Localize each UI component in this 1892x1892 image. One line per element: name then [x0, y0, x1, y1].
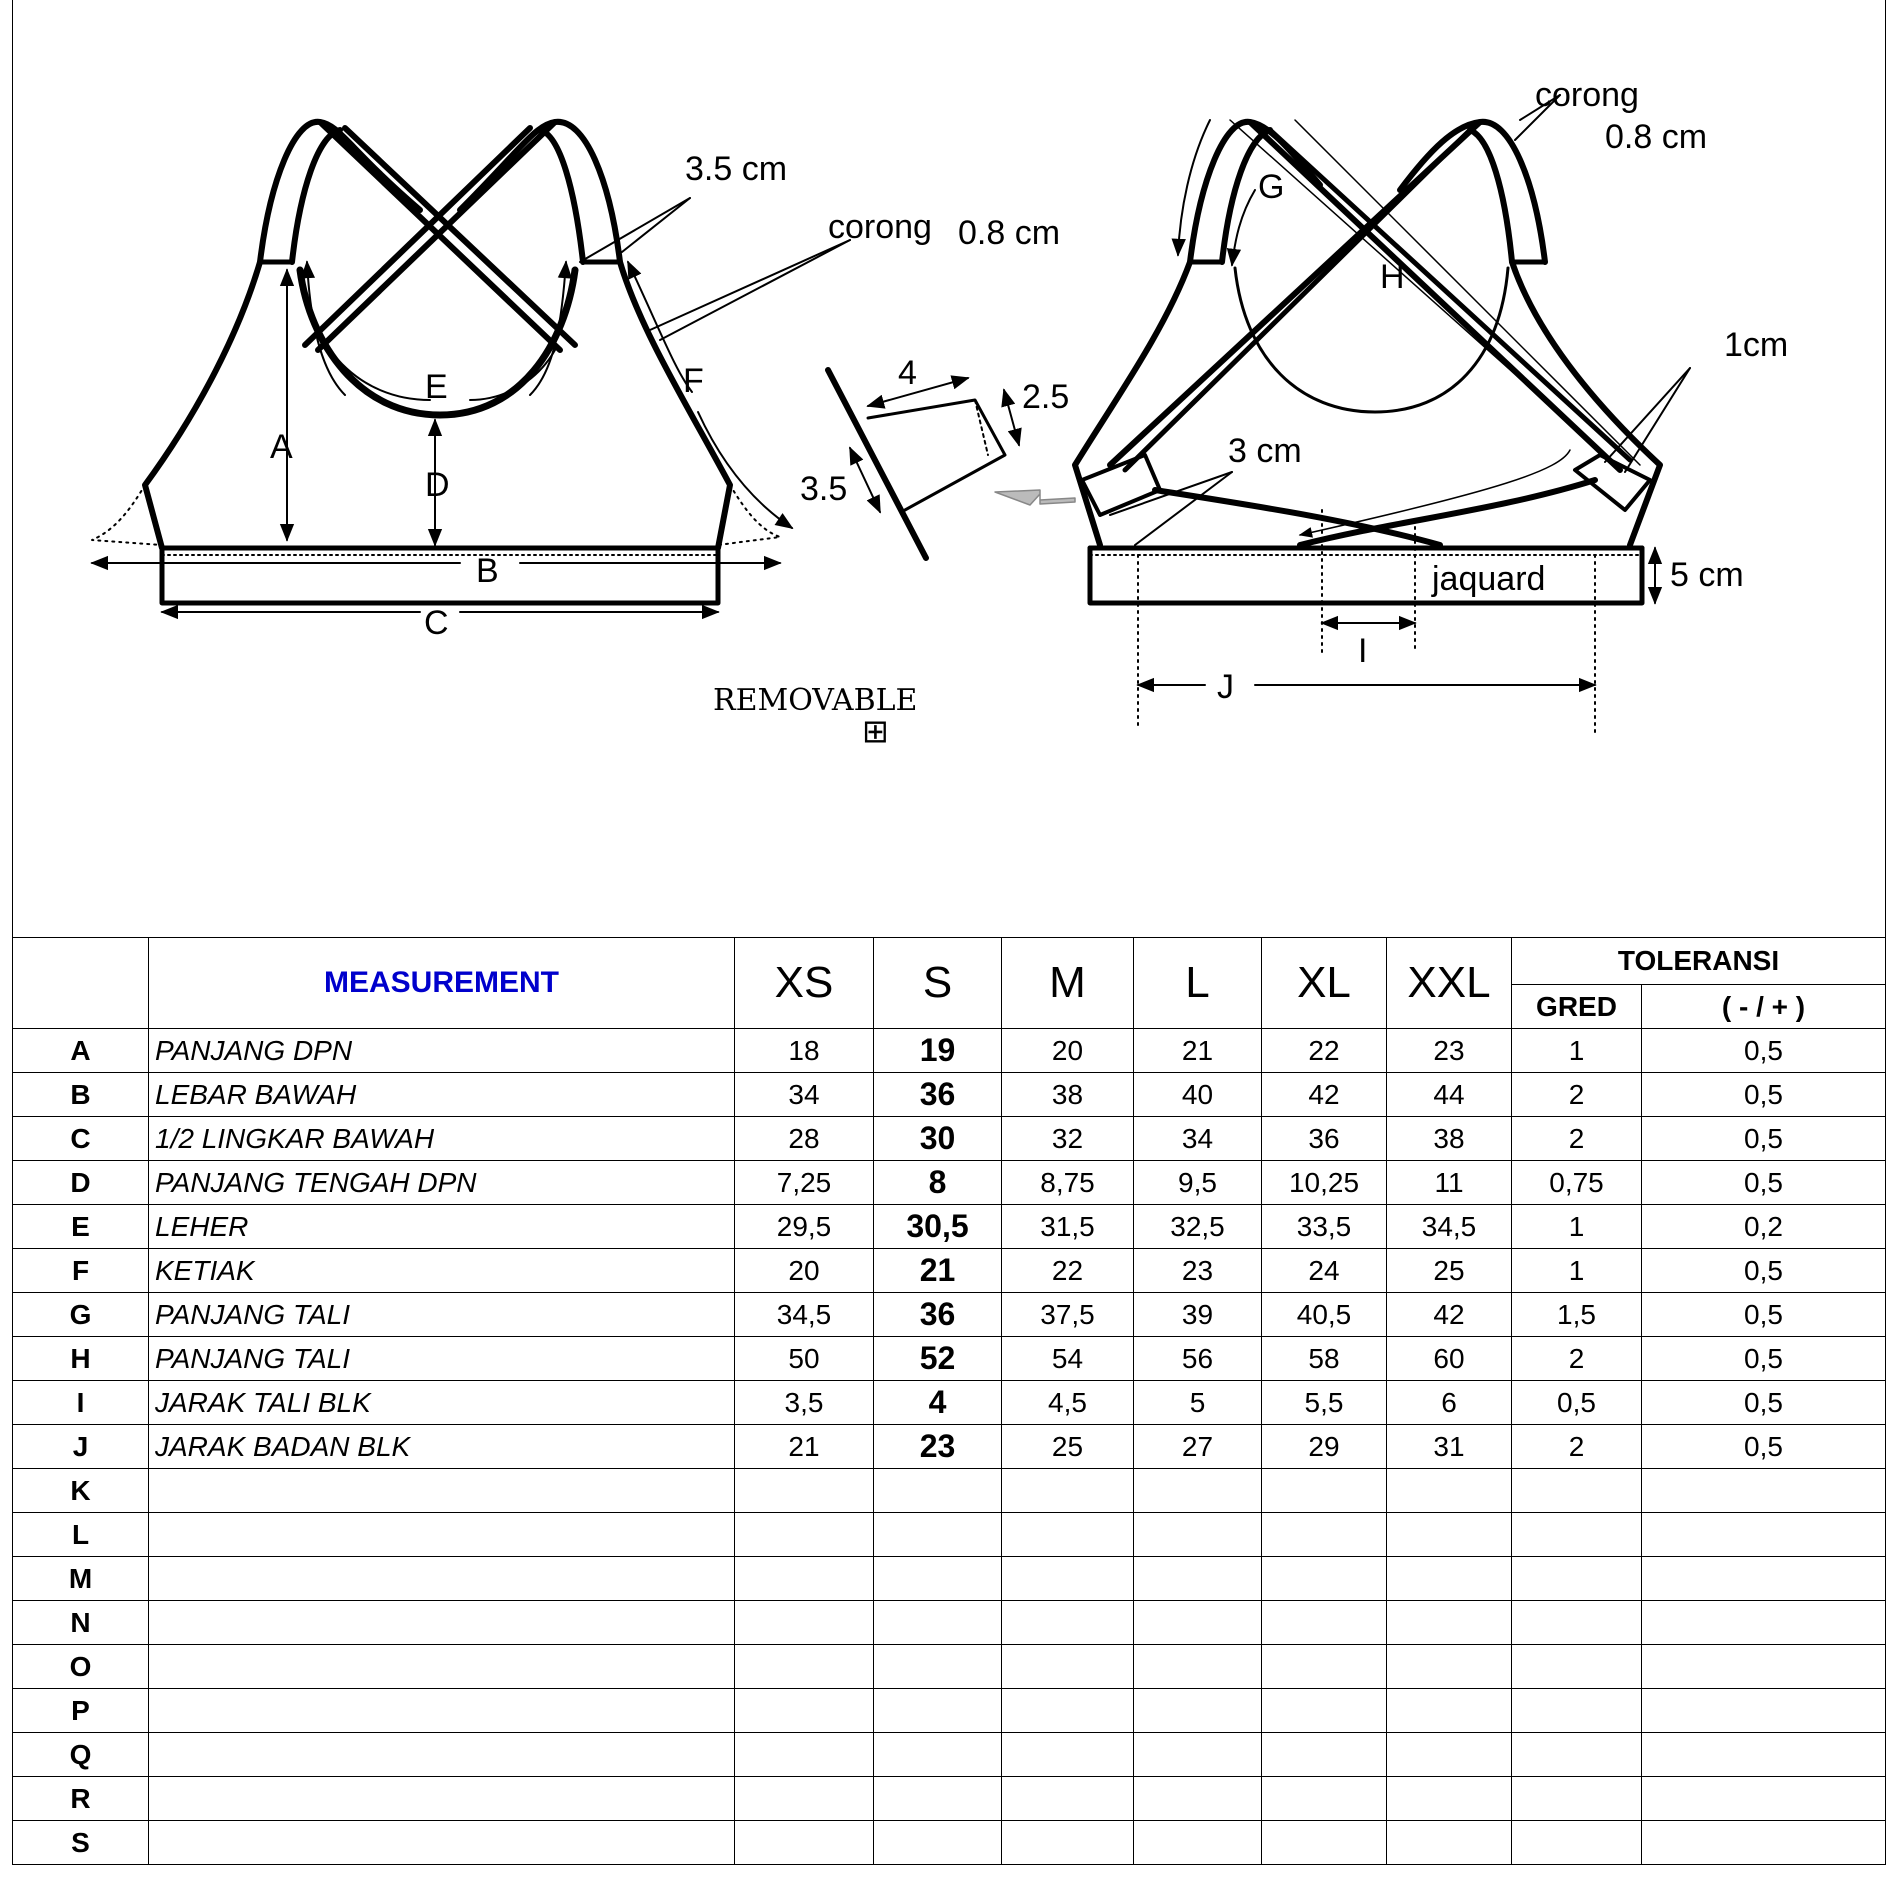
size-value-s: 30,5 [874, 1205, 1002, 1249]
size-value-xs: 18 [735, 1029, 874, 1073]
size-value-m: 54 [1002, 1337, 1134, 1381]
row-code: F [13, 1249, 149, 1293]
size-value-l [1134, 1689, 1262, 1733]
back-view [1075, 95, 1690, 735]
row-tolerance: 0,5 [1642, 1337, 1886, 1381]
size-value-xxl [1387, 1733, 1512, 1777]
row-tolerance: 0,5 [1642, 1029, 1886, 1073]
size-value-s: 4 [874, 1381, 1002, 1425]
table-row [13, 1733, 1886, 1777]
row-code: N [13, 1601, 149, 1645]
front-corong-label: corong [828, 208, 932, 246]
size-value-s: 30 [874, 1117, 1002, 1161]
table-row [13, 1161, 1886, 1205]
size-value-xs: 50 [735, 1337, 874, 1381]
table-row [13, 1513, 1886, 1557]
size-value-s [874, 1513, 1002, 1557]
size-value-xxl [1387, 1557, 1512, 1601]
label-a: A [270, 428, 293, 466]
size-value-s [874, 1821, 1002, 1865]
size-value-xxl [1387, 1469, 1512, 1513]
row-gred: 2 [1512, 1117, 1642, 1161]
size-header-l: L [1134, 938, 1262, 1029]
size-value-l: 23 [1134, 1249, 1262, 1293]
label-h: H [1380, 258, 1405, 296]
size-value-xxl: 34,5 [1387, 1205, 1512, 1249]
row-gred: 2 [1512, 1425, 1642, 1469]
size-value-xs: 34 [735, 1073, 874, 1117]
size-value-xxl [1387, 1821, 1512, 1865]
size-value-xs: 21 [735, 1425, 874, 1469]
size-value-s: 52 [874, 1337, 1002, 1381]
size-value-xxl: 38 [1387, 1117, 1512, 1161]
label-b: B [476, 552, 499, 590]
size-value-m [1002, 1821, 1134, 1865]
size-value-m [1002, 1689, 1134, 1733]
jaquard-label: jaquard [1432, 560, 1546, 598]
size-value-m [1002, 1601, 1134, 1645]
size-value-m: 4,5 [1002, 1381, 1134, 1425]
size-value-m: 25 [1002, 1425, 1134, 1469]
row-gred: 1 [1512, 1029, 1642, 1073]
front-corong-size-label: 0.8 cm [958, 214, 1061, 252]
size-header-xs: XS [735, 938, 874, 1029]
size-value-xs [735, 1469, 874, 1513]
row-tolerance: 0,5 [1642, 1249, 1886, 1293]
row-description: JARAK BADAN BLK [149, 1425, 735, 1469]
row-code: S [13, 1821, 149, 1865]
size-value-l: 39 [1134, 1293, 1262, 1337]
back-corong-label: corong [1535, 76, 1639, 114]
back-five-cm-label: 5 cm [1670, 556, 1744, 594]
size-value-xl [1262, 1733, 1387, 1777]
size-value-xxl [1387, 1645, 1512, 1689]
size-value-l [1134, 1469, 1262, 1513]
row-code: M [13, 1557, 149, 1601]
row-description: PANJANG TENGAH DPN [149, 1161, 735, 1205]
row-tolerance [1642, 1821, 1886, 1865]
size-value-s [874, 1557, 1002, 1601]
plus-minus-header: ( - / + ) [1642, 985, 1886, 1029]
size-value-l: 5 [1134, 1381, 1262, 1425]
size-value-s: 21 [874, 1249, 1002, 1293]
row-gred [1512, 1733, 1642, 1777]
size-value-xs [735, 1821, 874, 1865]
row-code: P [13, 1689, 149, 1733]
size-value-xs: 20 [735, 1249, 874, 1293]
detail-left-label: 3.5 [800, 470, 848, 508]
size-value-xl: 24 [1262, 1249, 1387, 1293]
row-description: LEHER [149, 1205, 735, 1249]
size-value-m [1002, 1513, 1134, 1557]
size-value-s [874, 1733, 1002, 1777]
size-value-l [1134, 1733, 1262, 1777]
size-value-s [874, 1469, 1002, 1513]
size-value-s: 36 [874, 1293, 1002, 1337]
size-value-xl [1262, 1777, 1387, 1821]
row-tolerance [1642, 1733, 1886, 1777]
size-value-l: 56 [1134, 1337, 1262, 1381]
row-description [149, 1601, 735, 1645]
garment-diagram [0, 0, 1892, 937]
size-value-xxl [1387, 1513, 1512, 1557]
row-gred: 0,75 [1512, 1161, 1642, 1205]
back-one-cm-label: 1cm [1724, 326, 1789, 364]
size-value-m [1002, 1557, 1134, 1601]
size-value-l [1134, 1777, 1262, 1821]
size-value-m [1002, 1733, 1134, 1777]
row-description: PANJANG DPN [149, 1029, 735, 1073]
size-value-xl: 5,5 [1262, 1381, 1387, 1425]
row-description: 1/2 LINGKAR BAWAH [149, 1117, 735, 1161]
table-row [13, 1337, 1886, 1381]
row-tolerance: 0,5 [1642, 1293, 1886, 1337]
row-code: R [13, 1777, 149, 1821]
size-value-s [874, 1645, 1002, 1689]
size-value-s: 36 [874, 1073, 1002, 1117]
expand-icon[interactable]: ⊞ [862, 713, 889, 749]
row-tolerance [1642, 1777, 1886, 1821]
size-value-xs [735, 1557, 874, 1601]
row-gred [1512, 1645, 1642, 1689]
size-value-m: 31,5 [1002, 1205, 1134, 1249]
label-i: I [1358, 632, 1368, 670]
size-value-l: 34 [1134, 1117, 1262, 1161]
table-row [13, 1249, 1886, 1293]
size-value-m: 38 [1002, 1073, 1134, 1117]
size-value-m [1002, 1645, 1134, 1689]
front-width-label: 3.5 cm [685, 150, 788, 188]
size-value-xxl [1387, 1777, 1512, 1821]
size-value-xs [735, 1733, 874, 1777]
row-description [149, 1469, 735, 1513]
size-value-xl [1262, 1821, 1387, 1865]
row-description: JARAK TALI BLK [149, 1381, 735, 1425]
row-code: Q [13, 1733, 149, 1777]
size-value-xxl [1387, 1601, 1512, 1645]
size-value-m: 20 [1002, 1029, 1134, 1073]
row-tolerance [1642, 1513, 1886, 1557]
size-value-xl [1262, 1469, 1387, 1513]
size-value-xl: 40,5 [1262, 1293, 1387, 1337]
size-value-xl: 58 [1262, 1337, 1387, 1381]
size-value-s [874, 1601, 1002, 1645]
size-value-s: 8 [874, 1161, 1002, 1205]
row-tolerance [1642, 1601, 1886, 1645]
row-code: I [13, 1381, 149, 1425]
table-row [13, 1601, 1886, 1645]
removable-label: REMOVABLE [713, 683, 918, 718]
row-description [149, 1821, 735, 1865]
size-value-xs [735, 1645, 874, 1689]
row-tolerance: 0,5 [1642, 1425, 1886, 1469]
size-value-l: 40 [1134, 1073, 1262, 1117]
size-value-m: 37,5 [1002, 1293, 1134, 1337]
row-description [149, 1689, 735, 1733]
size-header-xxl: XXL [1387, 938, 1512, 1029]
size-value-l: 27 [1134, 1425, 1262, 1469]
table-row [13, 1469, 1886, 1513]
measurement-table [12, 937, 1886, 1865]
size-value-xxl: 11 [1387, 1161, 1512, 1205]
row-code: O [13, 1645, 149, 1689]
row-tolerance [1642, 1557, 1886, 1601]
size-value-xl [1262, 1557, 1387, 1601]
table-row [13, 1557, 1886, 1601]
front-body-outline [145, 262, 260, 548]
size-value-m: 8,75 [1002, 1161, 1134, 1205]
size-header-m: M [1002, 938, 1134, 1029]
size-value-l [1134, 1601, 1262, 1645]
label-e: E [425, 368, 448, 406]
row-description: LEBAR BAWAH [149, 1073, 735, 1117]
table-row [13, 1821, 1886, 1865]
size-value-l [1134, 1821, 1262, 1865]
row-description [149, 1645, 735, 1689]
size-value-xs: 3,5 [735, 1381, 874, 1425]
row-code: J [13, 1425, 149, 1469]
row-tolerance [1642, 1469, 1886, 1513]
size-value-xs [735, 1601, 874, 1645]
table-row [13, 1381, 1886, 1425]
size-value-xl: 29 [1262, 1425, 1387, 1469]
size-value-l [1134, 1645, 1262, 1689]
row-code: A [13, 1029, 149, 1073]
size-value-m [1002, 1777, 1134, 1821]
table-row [13, 1425, 1886, 1469]
size-value-xxl: 6 [1387, 1381, 1512, 1425]
row-tolerance: 0,2 [1642, 1205, 1886, 1249]
size-value-m: 32 [1002, 1117, 1134, 1161]
front-view [92, 122, 850, 612]
row-description: PANJANG TALI [149, 1337, 735, 1381]
size-value-xl: 22 [1262, 1029, 1387, 1073]
row-code: C [13, 1117, 149, 1161]
row-gred [1512, 1821, 1642, 1865]
size-value-xs [735, 1513, 874, 1557]
size-value-l: 9,5 [1134, 1161, 1262, 1205]
size-value-xs: 7,25 [735, 1161, 874, 1205]
size-value-s [874, 1777, 1002, 1821]
size-value-xl [1262, 1689, 1387, 1733]
row-description [149, 1733, 735, 1777]
row-description: KETIAK [149, 1249, 735, 1293]
table-row [13, 1073, 1886, 1117]
size-value-xxl: 31 [1387, 1425, 1512, 1469]
table-row [13, 1645, 1886, 1689]
size-value-l: 32,5 [1134, 1205, 1262, 1249]
row-description: PANJANG TALI [149, 1293, 735, 1337]
size-value-m [1002, 1469, 1134, 1513]
size-value-m: 22 [1002, 1249, 1134, 1293]
size-value-xxl: 42 [1387, 1293, 1512, 1337]
row-gred [1512, 1469, 1642, 1513]
code-header [13, 938, 149, 1029]
row-gred: 1 [1512, 1249, 1642, 1293]
size-value-xl: 10,25 [1262, 1161, 1387, 1205]
size-value-xxl: 44 [1387, 1073, 1512, 1117]
row-gred [1512, 1777, 1642, 1821]
size-value-xl: 36 [1262, 1117, 1387, 1161]
table-row [13, 1689, 1886, 1733]
toleransi-header: TOLERANSI [1512, 938, 1886, 985]
detail-right-label: 2.5 [1022, 378, 1070, 416]
size-value-xxl: 23 [1387, 1029, 1512, 1073]
size-value-xl [1262, 1645, 1387, 1689]
size-value-xxl: 25 [1387, 1249, 1512, 1293]
row-gred [1512, 1601, 1642, 1645]
size-value-xs: 28 [735, 1117, 874, 1161]
row-gred [1512, 1557, 1642, 1601]
back-corong-size-label: 0.8 cm [1605, 118, 1708, 156]
size-header-s: S [874, 938, 1002, 1029]
gred-header: GRED [1512, 985, 1642, 1029]
label-f: F [683, 362, 704, 400]
row-gred: 1,5 [1512, 1293, 1642, 1337]
size-value-xs: 34,5 [735, 1293, 874, 1337]
row-code: D [13, 1161, 149, 1205]
row-gred [1512, 1513, 1642, 1557]
size-value-l: 21 [1134, 1029, 1262, 1073]
detail-top-label: 4 [898, 354, 917, 392]
size-header-xl: XL [1262, 938, 1387, 1029]
label-j: J [1217, 668, 1234, 706]
size-value-s: 19 [874, 1029, 1002, 1073]
table-row [13, 1117, 1886, 1161]
row-code: L [13, 1513, 149, 1557]
size-value-s [874, 1689, 1002, 1733]
size-value-s: 23 [874, 1425, 1002, 1469]
size-value-xl [1262, 1513, 1387, 1557]
size-value-l [1134, 1557, 1262, 1601]
table-row [13, 1293, 1886, 1337]
row-gred: 1 [1512, 1205, 1642, 1249]
size-value-xxl [1387, 1689, 1512, 1733]
row-code: B [13, 1073, 149, 1117]
row-tolerance: 0,5 [1642, 1073, 1886, 1117]
row-tolerance: 0,5 [1642, 1161, 1886, 1205]
row-tolerance [1642, 1689, 1886, 1733]
measurement-header: MEASUREMENT [149, 938, 735, 1029]
row-gred: 2 [1512, 1337, 1642, 1381]
table-row [13, 1205, 1886, 1249]
row-gred: 0,5 [1512, 1381, 1642, 1425]
back-three-cm-label: 3 cm [1228, 432, 1302, 470]
label-d: D [425, 466, 450, 504]
size-value-xl: 42 [1262, 1073, 1387, 1117]
size-value-xl [1262, 1601, 1387, 1645]
size-value-l [1134, 1513, 1262, 1557]
row-tolerance: 0,5 [1642, 1117, 1886, 1161]
row-gred [1512, 1689, 1642, 1733]
size-value-xs [735, 1777, 874, 1821]
row-tolerance [1642, 1645, 1886, 1689]
row-code: H [13, 1337, 149, 1381]
size-value-xs: 29,5 [735, 1205, 874, 1249]
label-g: G [1258, 168, 1285, 206]
row-tolerance: 0,5 [1642, 1381, 1886, 1425]
row-description [149, 1513, 735, 1557]
table-row [13, 1777, 1886, 1821]
row-code: K [13, 1469, 149, 1513]
row-description [149, 1557, 735, 1601]
row-gred: 2 [1512, 1073, 1642, 1117]
table-row [13, 1029, 1886, 1073]
row-code: G [13, 1293, 149, 1337]
row-description [149, 1777, 735, 1821]
size-value-xs [735, 1689, 874, 1733]
size-value-xxl: 60 [1387, 1337, 1512, 1381]
label-c: C [424, 604, 449, 642]
row-code: E [13, 1205, 149, 1249]
size-value-xl: 33,5 [1262, 1205, 1387, 1249]
